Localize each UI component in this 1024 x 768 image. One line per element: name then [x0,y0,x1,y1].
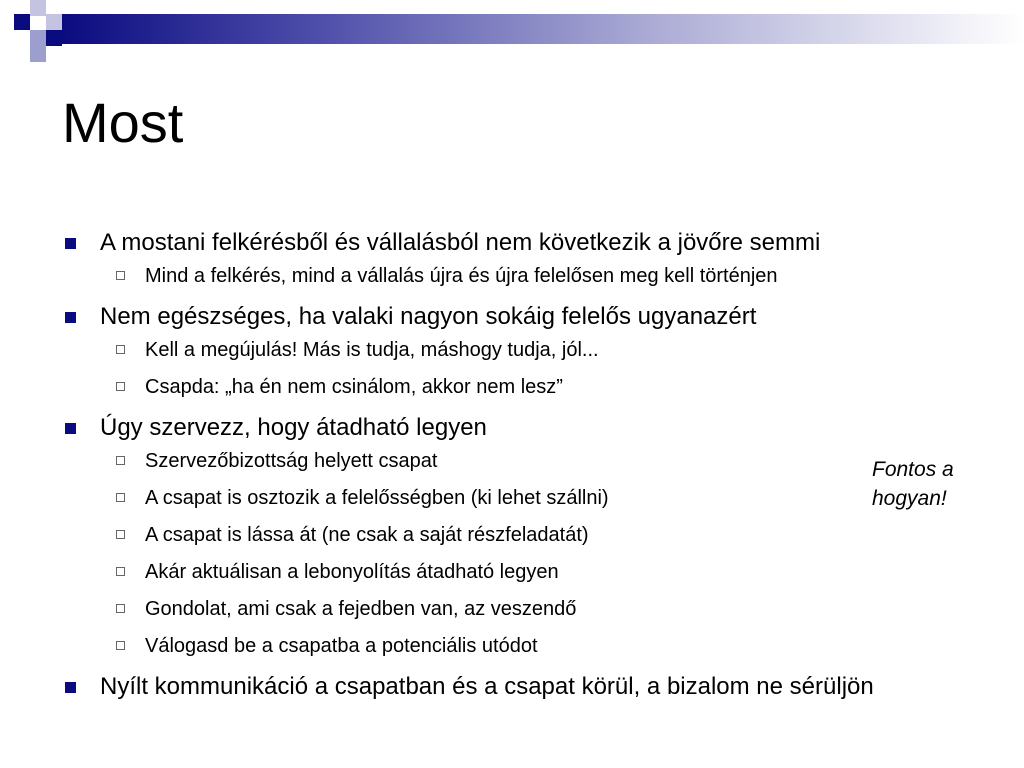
bullet-text: Nem egészséges, ha valaki nagyon sokáig felelős ugyanazért [100,303,757,330]
hollow-square-bullet-icon [116,271,125,280]
hollow-square-bullet-icon [116,567,125,576]
hollow-square-bullet-icon [116,382,125,391]
hollow-square-bullet-icon [116,641,125,650]
sub-bullet-item [114,559,932,586]
deco-square [46,30,62,46]
square-bullet-icon [65,423,76,434]
deco-square [46,14,62,30]
sub-bullet-item [114,485,932,512]
bullet-item [62,226,932,260]
sub-bullet-item [114,522,932,549]
sub-bullet-text: Szervezőbizottság helyett csapat [145,450,438,472]
sub-bullet-text: Csapda: „ha én nem csinálom, akkor nem lesz” [145,376,563,398]
hollow-square-bullet-icon [116,530,125,539]
bullet-text: Nyílt kommunikáció a csapatban és a csapat körül, a bizalom ne sérüljön [100,673,874,700]
square-bullet-icon [65,682,76,693]
square-bullet-icon [65,312,76,323]
bullet-item [62,411,932,445]
sub-bullet-text: Kell a megújulás! Más is tudja, máshogy tudja, jól... [145,339,599,361]
side-note: Fontos a hogyan! [872,458,954,510]
hollow-square-bullet-icon [116,493,125,502]
bullet-text: A mostani felkérésből és vállalásból nem következik a jövőre semmi [100,229,821,256]
sub-bullet-item [114,633,932,660]
sub-bullet-text: Akár aktuálisan a lebonyolítás átadható legyen [145,561,559,583]
deco-square [14,14,30,30]
sub-bullet-text: A csapat is osztozik a felelősségben (ki lehet szállni) [145,487,609,509]
bullet-text: Úgy szervezz, hogy átadható legyen [100,414,487,441]
bullet-list [62,226,932,707]
deco-square [30,0,46,16]
hollow-square-bullet-icon [116,456,125,465]
square-bullet-icon [65,238,76,249]
sub-bullet-item [114,263,932,290]
sub-bullet-item [114,374,932,401]
sub-bullet-item [114,337,932,364]
sub-bullet-text: Gondolat, ami csak a fejedben van, az veszendő [145,598,577,620]
sub-bullet-text: A csapat is lássa át (ne csak a saját részfeladatát) [145,524,589,546]
deco-square [30,46,46,62]
sub-bullet-text: Mind a felkérés, mind a vállalás újra és újra felelősen meg kell történjen [145,265,778,287]
sub-bullet-item [114,448,932,475]
bullet-item [62,670,932,704]
slide-decoration [0,0,1024,70]
bullet-item [62,300,932,334]
sub-bullet-text: Válogasd be a csapatba a potenciális utódot [145,635,538,657]
slide-title: Most [62,91,184,154]
title-bar-gradient [62,14,1024,44]
sub-bullet-item [114,596,932,623]
hollow-square-bullet-icon [116,345,125,354]
hollow-square-bullet-icon [116,604,125,613]
deco-square [30,30,46,46]
